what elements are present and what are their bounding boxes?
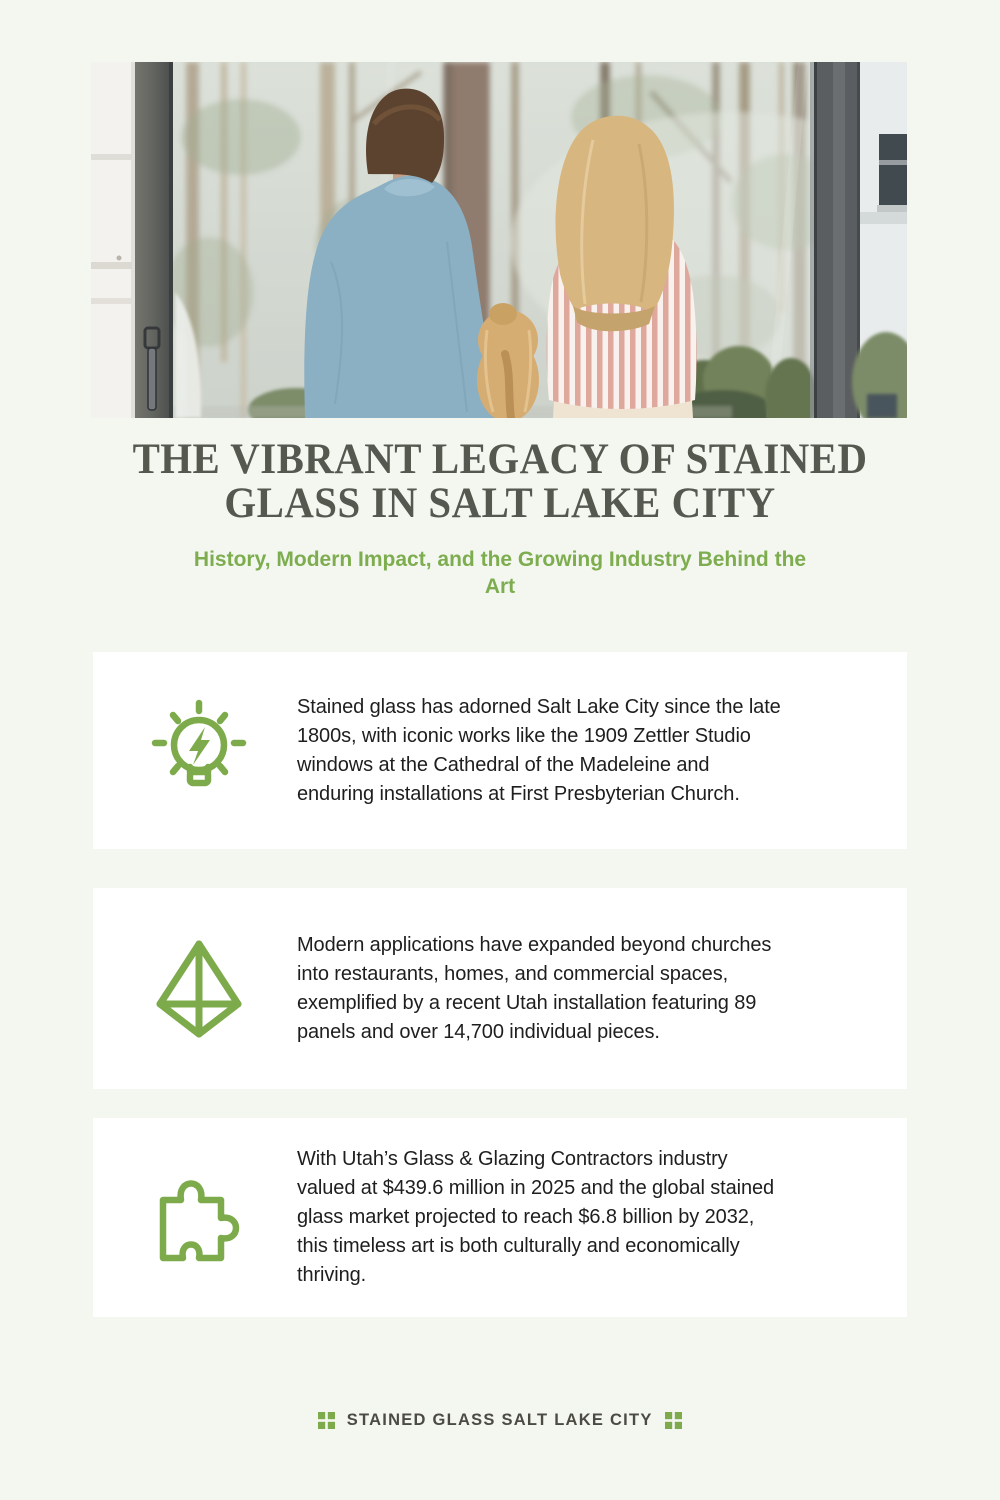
footer-logo xyxy=(0,1404,1000,1436)
child-figure xyxy=(477,303,539,418)
page-subtitle-line-2: Art xyxy=(484,575,516,598)
prism-icon xyxy=(147,937,251,1041)
info-card-modern-applications xyxy=(93,888,907,1089)
idea-lightbulb-icon xyxy=(147,699,251,803)
left-door-frame xyxy=(91,62,173,418)
page-title-line-2: GLASS IN SALT LAKE CITY xyxy=(224,480,776,527)
puzzle-piece-icon xyxy=(147,1166,251,1270)
page-title-line-1: THE VIBRANT LEGACY OF STAINED xyxy=(132,436,868,483)
window-pane-icon-left xyxy=(318,1412,335,1429)
info-card-history xyxy=(93,652,907,849)
card-text: With Utah’s Glass & Glazing Contractors industry valued at $439.6 million in 2025 and the global stained glass market projected to reach $6.8 billion by 2032, this timeless art is both culturally and economically thriving. xyxy=(297,1148,775,1286)
page-subtitle-line-1: History, Modern Impact, and the Growing Industry Behind the xyxy=(193,548,807,571)
info-card-industry-value xyxy=(93,1118,907,1317)
hero-photo-illustration xyxy=(91,62,907,418)
footer-brand-text: STAINED GLASS SALT LAKE CITY xyxy=(347,1410,653,1429)
window-pane-icon-right xyxy=(665,1412,682,1429)
card-text: Stained glass has adorned Salt Lake City since the late 1800s, with iconic works like the 1909 Zettler Studio windows at the Cathedral of the Madeleine and enduring installations at First Presbyterian Church. xyxy=(297,695,781,805)
card-text: Modern applications have expanded beyond churches into restaurants, homes, and commercial spaces, exemplified by a recent Utah installation featuring 89 panels and over 14,700 individual pieces. xyxy=(297,933,772,1043)
page-subtitle xyxy=(0,546,1000,600)
page-title xyxy=(0,438,1000,526)
hero-photo xyxy=(91,62,907,418)
